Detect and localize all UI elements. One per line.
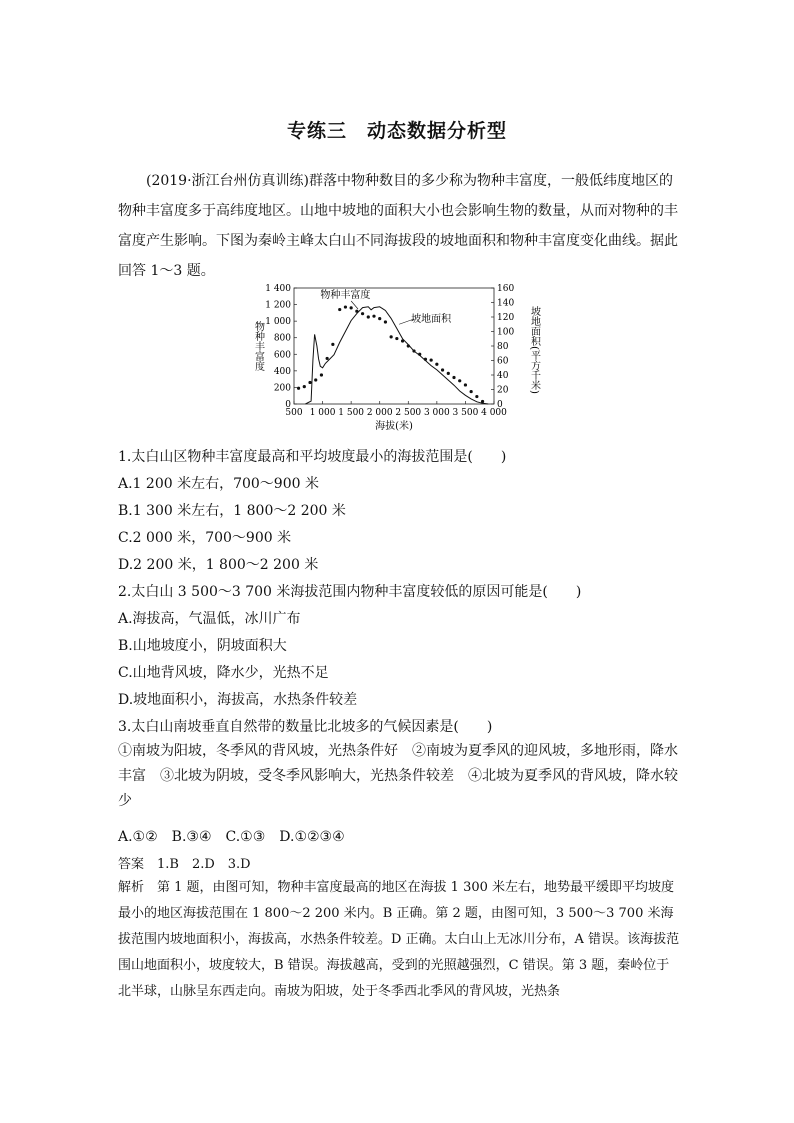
- x-tick-label: 2 000: [366, 408, 393, 418]
- chart-axes: [253, 284, 541, 432]
- page-title: 专练三 动态数据分析型: [286, 120, 507, 142]
- species-point: [338, 308, 341, 311]
- x-tick-label: 4 000: [481, 408, 507, 418]
- species-point: [361, 312, 364, 315]
- species-point: [418, 353, 421, 356]
- species-point: [447, 372, 450, 375]
- species-point: [297, 387, 300, 390]
- question-1-option-a: A.1 200 米左右，700～900 米: [118, 476, 319, 492]
- species-point: [481, 400, 484, 403]
- y-left-axis-label: 物种丰富度: [252, 321, 264, 371]
- species-point: [435, 363, 438, 366]
- species-point: [372, 315, 375, 318]
- x-tick-label: 3 500: [452, 408, 479, 418]
- question-3-stem: 3.太白山南坡垂直自然带的数量比北坡多的气候因素是( ): [118, 719, 493, 735]
- question-3-options: A.①② B.③④ C.①③ D.①②③④: [118, 829, 345, 845]
- intro-paragraph: (2019·浙江台州仿真训练)群落中物种数目的多少称为物种丰富度，一般低纬度地区的物种丰富度多于高纬度地区。山地中坡地的面积大小也会影响生物的数量，从而对物种的丰富度产生影响。下图为秦岭主峰太白山不同海拔段的坡地面积和物种丰富度变化曲线。据此回答 1～3 题。: [118, 173, 678, 279]
- x-axis-label: 海拔(米): [375, 421, 413, 432]
- species-point: [308, 381, 311, 384]
- question-1-option-b: B.1 300 米左右，1 800～2 200 米: [118, 503, 346, 519]
- analysis-paragraph: 解析 第 1 题，由图可知，物种丰富度最高的地区在海拔 1 300 米左右，地势最平缓即平均坡度最小的地区海拔范围在 1 800～2 200 米内。B 正确。第 2 题，由图可知，3 500～3 700 米海拔范围内坡地面积小，海拔高，水热条件较差。D 正确。太白山上无冰川分布，A 错误。该海拔范围山地面积小，坡度较大，B 错误。海拔越高，受到的光照越强烈，C 错误。第 3 题，秦岭位于北半球，山脉呈东西走向。南坡为阳坡，处于冬季西北季风的背风坡，光热条: [118, 880, 680, 999]
- question-2-option-b: B.山地坡度小，阴坡面积大: [118, 638, 287, 654]
- species-point: [378, 317, 381, 320]
- y-right-tick-label: 80: [497, 342, 509, 352]
- answer-line: 答案 1.B 2.D 3.D: [118, 857, 251, 872]
- area-series-line: [305, 307, 488, 404]
- x-tick-label: 3 000: [423, 408, 450, 418]
- question-3-body: ①南坡为阳坡，冬季风的背风坡，光热条件好 ②南坡为夏季风的迎风坡，多地形雨，降水丰富 ③北坡为阴坡，受冬季风影响大，光热条件较差 ④北坡为夏季风的背风坡，降水较少: [118, 743, 678, 809]
- question-2-option-d: D.坡地面积小，海拔高，水热条件较差: [118, 692, 358, 708]
- y-right-tick-label: 140: [497, 298, 515, 309]
- area-series-label: 坡地面积: [411, 314, 452, 325]
- x-tick-label: 1 000: [309, 408, 336, 418]
- y-left-tick-label: 600: [273, 350, 291, 361]
- y-right-tick-label: 60: [497, 356, 509, 367]
- y-right-tick-label: 20: [497, 385, 509, 396]
- y-right-tick-label: 40: [497, 371, 509, 381]
- question-1-option-c: C.2 000 米，700～900 米: [118, 530, 292, 546]
- question-1-stem: 1.太白山区物种丰富度最高和平均坡度最小的海拔范围是( ): [118, 449, 507, 465]
- species-point: [470, 390, 473, 393]
- y-left-tick-label: 400: [273, 366, 291, 377]
- chart: [252, 282, 542, 432]
- species-point: [367, 315, 370, 318]
- chart-marks: [297, 288, 488, 404]
- question-2-option-c: C.山地背风坡，降水少，光热不足: [118, 665, 329, 681]
- species-point: [384, 320, 387, 323]
- y-left-tick-label: 200: [273, 383, 291, 394]
- species-series-label: 物种丰富度: [320, 290, 371, 301]
- species-point: [344, 305, 347, 308]
- y-left-tick-label: 800: [273, 333, 291, 344]
- species-point: [303, 385, 306, 388]
- plot-frame: [294, 288, 494, 404]
- y-left-tick-label: 1 000: [265, 317, 291, 328]
- species-point: [355, 310, 358, 313]
- species-point: [475, 395, 478, 398]
- y-right-tick-label: 0: [497, 400, 503, 410]
- x-tick-label: 2 500: [395, 408, 422, 418]
- species-point: [395, 337, 398, 340]
- species-point: [350, 306, 353, 309]
- y-right-tick-label: 160: [497, 284, 515, 294]
- species-point: [401, 339, 404, 342]
- y-left-tick-label: 1 400: [265, 284, 291, 294]
- question-2-stem: 2.太白山 3 500～3 700 米海拔范围内物种丰富度较低的原因可能是( ): [118, 584, 582, 600]
- y-right-axis-label: 坡地面积(平方千米): [528, 306, 540, 394]
- species-point: [320, 373, 323, 376]
- x-tick-label: 1 500: [338, 408, 365, 418]
- species-point: [430, 358, 433, 361]
- question-2-option-a: A.海拔高，气温低，冰川广布: [118, 611, 301, 627]
- species-point: [424, 358, 427, 361]
- species-point: [464, 383, 467, 386]
- y-left-tick-label: 1 200: [265, 300, 291, 311]
- species-point: [452, 376, 455, 379]
- species-point: [412, 349, 415, 352]
- y-left-tick-label: 0: [285, 400, 291, 410]
- x-tick-label: 500: [285, 408, 303, 418]
- question-1-option-d: D.2 200 米，1 800～2 200 米: [118, 557, 319, 573]
- species-point: [441, 368, 444, 371]
- y-right-tick-label: 100: [497, 327, 515, 338]
- species-point: [331, 343, 334, 346]
- y-right-tick-label: 120: [497, 313, 515, 323]
- species-point: [314, 378, 317, 381]
- species-point: [407, 344, 410, 347]
- species-point: [458, 379, 461, 382]
- species-point: [326, 357, 329, 360]
- species-point: [390, 335, 393, 338]
